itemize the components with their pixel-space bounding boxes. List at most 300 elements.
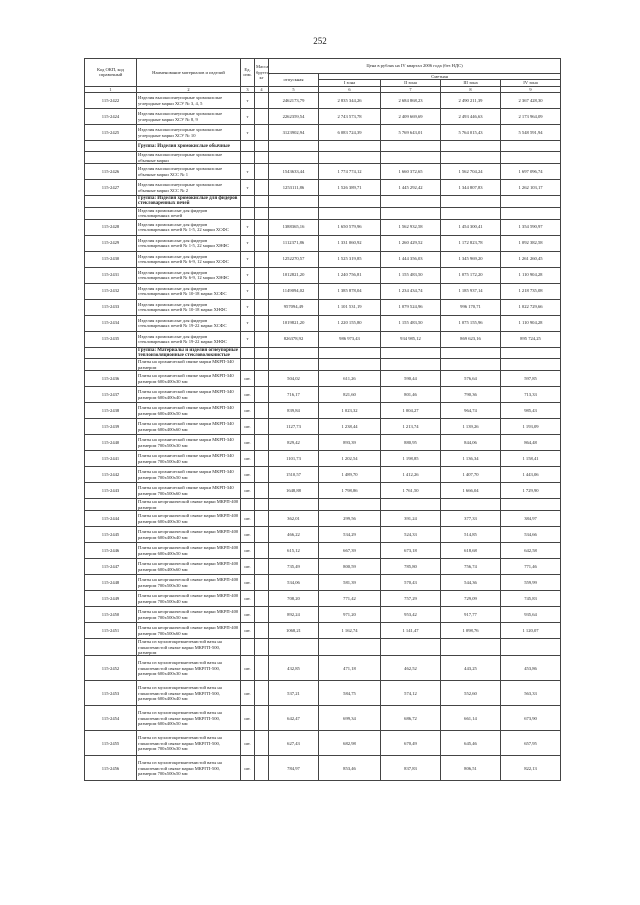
shipping-price: 708,20: [269, 591, 319, 607]
zone-price: 1 110 904,28: [501, 315, 561, 331]
name-cell: Изделия хромокислые для фидеров стекловаренных печей № 10-18 марки ХНФС: [137, 299, 241, 315]
table-row: [85, 623, 561, 639]
column-number: 9: [501, 86, 561, 92]
shipping-price: 1253111,86: [269, 180, 319, 196]
empty-cell: [381, 359, 441, 371]
zone-price: 544,36: [441, 575, 501, 591]
name-cell: Плиты из муллитокремнеземистой ваты на глиноземистой связке марки МКРГП-500, размером 600х400х40 мм: [137, 681, 241, 706]
shipping-price: 2262359,54: [269, 109, 319, 125]
zone-price: 895 724,25: [501, 331, 561, 347]
mass-cell: [255, 235, 269, 251]
zone-price: 670,49: [381, 731, 441, 756]
shipping-price: 784,97: [269, 756, 319, 781]
zone-price: 869 623,16: [441, 331, 501, 347]
column-number: 1: [85, 86, 137, 92]
zone-price: 844,06: [441, 435, 501, 451]
empty-cell: [501, 207, 561, 219]
empty-cell: [255, 141, 269, 152]
zone-price: 1 092 382,58: [501, 235, 561, 251]
unit-col-header: Ед. изм.: [241, 59, 255, 87]
mass-cell: [255, 756, 269, 781]
zone-price: 1 331 060,92: [319, 235, 381, 251]
zone-price: 5 548 591,94: [501, 125, 561, 141]
zone-price: 1 445 292,42: [381, 180, 441, 196]
zone-price: 1 101 531,19: [319, 299, 381, 315]
shipping-price: 615,12: [269, 543, 319, 559]
unit-cell: т: [241, 125, 255, 141]
zone-price: 1 198,85: [381, 451, 441, 467]
empty-cell: [255, 639, 269, 656]
name-cell: Плиты на неорганической связке марки МКРП-400 размером 600х400х40 мм: [137, 527, 241, 543]
zone-price: 1 098,76: [441, 623, 501, 639]
zone-price: 1 697 096,74: [501, 164, 561, 180]
mass-cell: [255, 180, 269, 196]
zone-price: 673,18: [381, 543, 441, 559]
group-row: [85, 196, 561, 208]
mass-cell: [255, 467, 269, 483]
mass-cell: [255, 419, 269, 435]
name-cell: Изделия хромокислые для фидеров стекловаренных печей № 19-22 марки ХСФС: [137, 315, 241, 331]
name-cell: Плиты на органической связке марки МКРП-340 размером 600х400х30 мм: [137, 371, 241, 387]
column-number: 2: [137, 86, 241, 92]
empty-cell: [269, 196, 319, 208]
zone-price: 1 444 356,03: [381, 251, 441, 267]
code-cell: 115-2453: [85, 681, 137, 706]
name-cell: Плиты на органической связке марки МКРП-340 размером 600х400х50 мм: [137, 403, 241, 419]
mass-cell: [255, 731, 269, 756]
name-cell: Изделия хромокислые для фидеров стекловаренных печей № 10-18 марки ХСФС: [137, 283, 241, 299]
zone-price: 729,09: [441, 591, 501, 607]
zone-price: 1 562 932,58: [381, 219, 441, 235]
zone-price: 699,34: [319, 706, 381, 731]
zone-price: 524,33: [381, 527, 441, 543]
name-cell: Изделия высокоогнеупорные хромокислые углеродные марки ХСУ № 3, 4, 5: [137, 93, 241, 109]
empty-cell: [241, 196, 255, 208]
empty-cell: [381, 347, 441, 359]
table-row: [85, 511, 561, 527]
zone-price: 1 234 434,74: [381, 283, 441, 299]
mass-cell: [255, 371, 269, 387]
mass-cell: [255, 483, 269, 499]
zone-price: 2 743 573,78: [319, 109, 381, 125]
zone-price: 1 344 807,83: [441, 180, 501, 196]
zone-header: III зона: [441, 80, 501, 86]
shipping-price: 1112371,86: [269, 235, 319, 251]
zone-price: 1 412,26: [381, 467, 441, 483]
mass-cell: [255, 331, 269, 347]
mass-cell: [255, 591, 269, 607]
zone-price: 1 218 735,08: [501, 283, 561, 299]
zone-price: 299,56: [319, 511, 381, 527]
code-cell: 115-2454: [85, 706, 137, 731]
mass-cell: [255, 527, 269, 543]
zone-price: 1 526 389,71: [319, 180, 381, 196]
zone-price: 559,99: [501, 575, 561, 591]
code-cell: 115-2449: [85, 591, 137, 607]
zone-price: 1 262 103,17: [501, 180, 561, 196]
code-cell: 115-2439: [85, 419, 137, 435]
zone-price: 667,39: [319, 543, 381, 559]
subgroup-row: [85, 499, 561, 511]
table-row: [85, 607, 561, 623]
zone-price: 1 075 155,96: [441, 315, 501, 331]
unit-cell: шт.: [241, 575, 255, 591]
zone-price: 1 407,70: [441, 467, 501, 483]
estimate-header: Сметная: [319, 74, 561, 80]
empty-cell: [381, 207, 441, 219]
name-cell: Плиты на неорганической связке марки МКРП-400 размером 700х500х50 мм: [137, 607, 241, 623]
zone-header: I зона: [319, 80, 381, 86]
shipping-price: 504,02: [269, 371, 319, 387]
zone-price: 443,25: [441, 656, 501, 681]
mass-cell: [255, 267, 269, 283]
subgroup-title: Изделия хромокислые для фидеров стекловаренных печей: [137, 207, 241, 219]
group-row: [85, 141, 561, 152]
table-row: [85, 125, 561, 141]
shipping-price: 1127,73: [269, 419, 319, 435]
code-cell: 115-2450: [85, 607, 137, 623]
zone-price: 1 110 904,28: [501, 267, 561, 283]
code-cell: 115-2435: [85, 331, 137, 347]
zone-price: 800,59: [319, 559, 381, 575]
empty-cell: [269, 499, 319, 511]
empty-cell: [381, 141, 441, 152]
empty-cell: [319, 639, 381, 656]
empty-cell: [241, 499, 255, 511]
code-cell: 115-2441: [85, 451, 137, 467]
unit-cell: т: [241, 164, 255, 180]
empty-cell: [319, 347, 381, 359]
empty-cell: [381, 639, 441, 656]
zone-price: 1 079 524,96: [381, 299, 441, 315]
empty-cell: [255, 499, 269, 511]
empty-cell: [501, 196, 561, 208]
name-cell: Изделия хромокислые для фидеров стекловаренных печей № 6-9, 12 марки ХСФС: [137, 251, 241, 267]
name-col-header: Наименование материалов и изделий: [137, 59, 241, 87]
empty-cell: [501, 639, 561, 656]
code-cell: [85, 639, 137, 656]
unit-cell: шт.: [241, 706, 255, 731]
code-cell: [85, 499, 137, 511]
zone-price: 1 260 429,52: [381, 235, 441, 251]
unit-cell: т: [241, 331, 255, 347]
zone-header: II зона: [381, 80, 441, 86]
zone-price: 611,26: [319, 371, 381, 387]
unit-cell: шт.: [241, 731, 255, 756]
column-number: 6: [319, 86, 381, 92]
empty-cell: [241, 141, 255, 152]
mass-cell: [255, 543, 269, 559]
shipping-price: 1019821,20: [269, 315, 319, 331]
empty-cell: [319, 196, 381, 208]
zone-price: 822,13: [501, 756, 561, 781]
empty-cell: [501, 347, 561, 359]
zone-price: 2 490 211,39: [441, 93, 501, 109]
name-cell: Плиты на неорганической связке марки МКРП-400 размером 600х400х60 мм: [137, 559, 241, 575]
empty-cell: [255, 347, 269, 359]
code-cell: [85, 347, 137, 359]
zone-price: 1 354 590,97: [501, 219, 561, 235]
unit-cell: т: [241, 283, 255, 299]
unit-cell: т: [241, 180, 255, 196]
table-row: [85, 387, 561, 403]
subgroup-title: Плиты на неорганической связке марки МКРП-400 размером: [137, 499, 241, 511]
table-row: [85, 575, 561, 591]
unit-cell: шт.: [241, 371, 255, 387]
table-row: [85, 235, 561, 251]
zone-price: 682,98: [319, 731, 381, 756]
empty-cell: [269, 152, 319, 164]
shipping-price: 957094,49: [269, 299, 319, 315]
zone-price: 880,95: [381, 435, 441, 451]
code-cell: 115-2424: [85, 109, 137, 125]
name-cell: Плиты на органической связке марки МКРП-340 размером 600х400х40 мм: [137, 387, 241, 403]
column-number: 4: [255, 86, 269, 92]
zone-price: 801,46: [381, 387, 441, 403]
zone-price: 934 985,12: [381, 331, 441, 347]
zone-price: 1 562 704,24: [441, 164, 501, 180]
unit-cell: шт.: [241, 403, 255, 419]
mass-cell: [255, 656, 269, 681]
zone-header: IV зона: [501, 80, 561, 86]
code-cell: [85, 196, 137, 208]
zone-price: 1 213,74: [381, 419, 441, 435]
zone-price: 1 385 878,04: [319, 283, 381, 299]
name-cell: Плиты на неорганической связке марки МКРП-400 размером 700х500х30 мм: [137, 575, 241, 591]
mass-cell: [255, 559, 269, 575]
unit-cell: шт.: [241, 451, 255, 467]
table-row: [85, 656, 561, 681]
table-row: [85, 591, 561, 607]
zone-price: 1 193,09: [501, 419, 561, 435]
unit-cell: т: [241, 109, 255, 125]
zone-price: 1 023,32: [319, 403, 381, 419]
zone-price: 853,46: [319, 756, 381, 781]
zone-price: 935,64: [501, 607, 561, 623]
zone-price: 576,64: [441, 371, 501, 387]
zone-price: 1 139,26: [441, 419, 501, 435]
code-cell: 115-2430: [85, 251, 137, 267]
group-title: Группа: Изделия хромокислые обычные: [137, 141, 241, 152]
mass-cell: [255, 681, 269, 706]
zone-price: 1 155 483,50: [381, 267, 441, 283]
empty-cell: [441, 207, 501, 219]
shipping-price: 1648,88: [269, 483, 319, 499]
zone-price: 514,85: [441, 527, 501, 543]
table-row: [85, 451, 561, 467]
unit-cell: т: [241, 219, 255, 235]
code-cell: 115-2440: [85, 435, 137, 451]
zone-price: 806,51: [441, 756, 501, 781]
zone-price: 618,68: [441, 543, 501, 559]
code-cell: 115-2448: [85, 575, 137, 591]
unit-cell: шт.: [241, 681, 255, 706]
empty-cell: [269, 359, 319, 371]
mass-cell: [255, 251, 269, 267]
unit-cell: шт.: [241, 387, 255, 403]
unit-cell: т: [241, 315, 255, 331]
name-cell: Изделия высокоогнеупорные хромокислые обычные марки ХСС № 1: [137, 164, 241, 180]
empty-cell: [381, 196, 441, 208]
name-cell: Плиты из муллитокремнеземистой ваты на глиноземистой связке марки МКРГП-500, размером 600х400х50 мм: [137, 706, 241, 731]
zone-price: 996 170,71: [441, 299, 501, 315]
zone-price: 1 240 756,81: [319, 267, 381, 283]
mass-cell: [255, 387, 269, 403]
zone-price: 1 238,44: [319, 419, 381, 435]
mass-cell: [255, 607, 269, 623]
empty-cell: [255, 359, 269, 371]
shipping-price: 716,17: [269, 387, 319, 403]
shipping-price: 642,47: [269, 706, 319, 731]
empty-cell: [501, 141, 561, 152]
zone-price: 771,42: [319, 591, 381, 607]
zone-price: 1 004,27: [381, 403, 441, 419]
zone-price: 771,46: [501, 559, 561, 575]
zone-price: 1 489,70: [319, 467, 381, 483]
shipping-price: 1068,21: [269, 623, 319, 639]
empty-cell: [255, 196, 269, 208]
name-cell: Плиты на неорганической связке марки МКРП-400 размером 600х400х50 мм: [137, 543, 241, 559]
table-row: [85, 419, 561, 435]
zone-price: 2 367 428,30: [501, 93, 561, 109]
unit-cell: шт.: [241, 419, 255, 435]
empty-cell: [319, 499, 381, 511]
name-cell: Изделия хромокислые для фидеров стекловаренных печей № 1-5, 22 марки ХСФС: [137, 219, 241, 235]
name-cell: Изделия высокоогнеупорные хромокислые обычные марки ХСС № 2: [137, 180, 241, 196]
table-row: [85, 559, 561, 575]
empty-cell: [441, 359, 501, 371]
shipping-price: 1149094,02: [269, 283, 319, 299]
page-number: 252: [313, 36, 327, 46]
shipping-price: 466,22: [269, 527, 319, 543]
zone-price: 864,48: [501, 435, 561, 451]
code-cell: 115-2422: [85, 93, 137, 109]
code-cell: 115-2442: [85, 467, 137, 483]
shipping-price: 362,01: [269, 511, 319, 527]
empty-cell: [441, 639, 501, 656]
unit-cell: шт.: [241, 591, 255, 607]
zone-price: 1 666,04: [441, 483, 501, 499]
empty-cell: [269, 639, 319, 656]
shipping-price: 1012821,20: [269, 267, 319, 283]
empty-cell: [319, 359, 381, 371]
unit-cell: шт.: [241, 483, 255, 499]
subgroup-row: [85, 207, 561, 219]
zone-price: 645,46: [441, 731, 501, 756]
mass-cell: [255, 299, 269, 315]
empty-cell: [319, 152, 381, 164]
unit-cell: шт.: [241, 656, 255, 681]
table-row: [85, 283, 561, 299]
zone-price: 785,80: [381, 559, 441, 575]
code-cell: 115-2433: [85, 299, 137, 315]
empty-cell: [441, 152, 501, 164]
zone-price: 1 761,50: [381, 483, 441, 499]
name-cell: Плиты из муллитокремнеземистой ваты на глиноземистой связке марки МКРГП-500, размером 700х500х50 мм: [137, 756, 241, 781]
shipping-price: 829,42: [269, 435, 319, 451]
price-title: Цена в рублях на IV квартал 2006 года (без НДС): [269, 59, 561, 74]
zone-price: 964,74: [441, 403, 501, 419]
mass-cell: [255, 109, 269, 125]
name-cell: Плиты на органической связке марки МКРП-340 размером 700х500х30 мм: [137, 435, 241, 451]
empty-cell: [319, 141, 381, 152]
zone-price: 1 345 969,20: [441, 251, 501, 267]
zone-price: 384,97: [501, 511, 561, 527]
zone-price: 581,39: [319, 575, 381, 591]
zone-price: 756,74: [441, 559, 501, 575]
empty-cell: [269, 207, 319, 219]
code-cell: 115-2426: [85, 164, 137, 180]
zone-price: 453,86: [501, 656, 561, 681]
zone-price: 661,14: [441, 706, 501, 731]
group-title: Группа: Изделия хромокислые для фидеров стекловаренных печей: [137, 196, 241, 208]
zone-price: 1 075 172,20: [441, 267, 501, 283]
unit-cell: шт.: [241, 527, 255, 543]
mass-cell: [255, 315, 269, 331]
zone-price: 1 172 823,78: [441, 235, 501, 251]
code-cell: 115-2451: [85, 623, 137, 639]
zone-price: 1 155 483,50: [381, 315, 441, 331]
zone-price: 5 769 643,01: [381, 125, 441, 141]
code-cell: 115-2447: [85, 559, 137, 575]
table-row: [85, 331, 561, 347]
zone-price: 985,43: [501, 403, 561, 419]
empty-cell: [255, 207, 269, 219]
unit-cell: шт.: [241, 511, 255, 527]
zone-price: 534,29: [319, 527, 381, 543]
unit-cell: т: [241, 235, 255, 251]
table-row: [85, 403, 561, 419]
empty-cell: [501, 152, 561, 164]
zone-price: 1 443,06: [501, 467, 561, 483]
shipping-price: 735,49: [269, 559, 319, 575]
code-cell: [85, 359, 137, 371]
name-cell: Изделия высокоогнеупорные хромокислые углеродные марки ХСУ № 8, 9: [137, 109, 241, 125]
name-cell: Изделия хромокислые для фидеров стекловаренных печей № 1-5, 22 марки ХНФС: [137, 235, 241, 251]
shipping-header: отпускная: [269, 74, 319, 87]
unit-cell: шт.: [241, 756, 255, 781]
empty-cell: [501, 499, 561, 511]
code-cell: 115-2425: [85, 125, 137, 141]
zone-price: 1 185 937,14: [441, 283, 501, 299]
table-row: [85, 180, 561, 196]
unit-cell: т: [241, 251, 255, 267]
price-table: [84, 58, 561, 781]
empty-cell: [241, 152, 255, 164]
name-cell: Изделия хромокислые для фидеров стекловаренных печей № 19-22 марки ХНФС: [137, 331, 241, 347]
zone-price: 821,60: [319, 387, 381, 403]
zone-price: 584,75: [319, 681, 381, 706]
zone-price: 391,24: [381, 511, 441, 527]
shipping-price: 1543633,44: [269, 164, 319, 180]
unit-cell: шт.: [241, 435, 255, 451]
code-cell: [85, 141, 137, 152]
zone-price: 534,66: [501, 527, 561, 543]
zone-price: 1 141,47: [381, 623, 441, 639]
zone-price: 1 158,41: [501, 451, 561, 467]
name-cell: Плиты на неорганической связке марки МКРП-400 размером 700х500х40 мм: [137, 591, 241, 607]
zone-price: 1 220 155,80: [319, 315, 381, 331]
empty-cell: [441, 499, 501, 511]
zone-price: 2 835 344,26: [319, 93, 381, 109]
empty-cell: [501, 359, 561, 371]
table-row: [85, 267, 561, 283]
mass-cell: [255, 125, 269, 141]
subgroup-title: Плиты на органической связке марки МКРП-340 размером: [137, 359, 241, 371]
zone-price: 574,12: [381, 681, 441, 706]
mass-cell: [255, 283, 269, 299]
empty-cell: [241, 347, 255, 359]
